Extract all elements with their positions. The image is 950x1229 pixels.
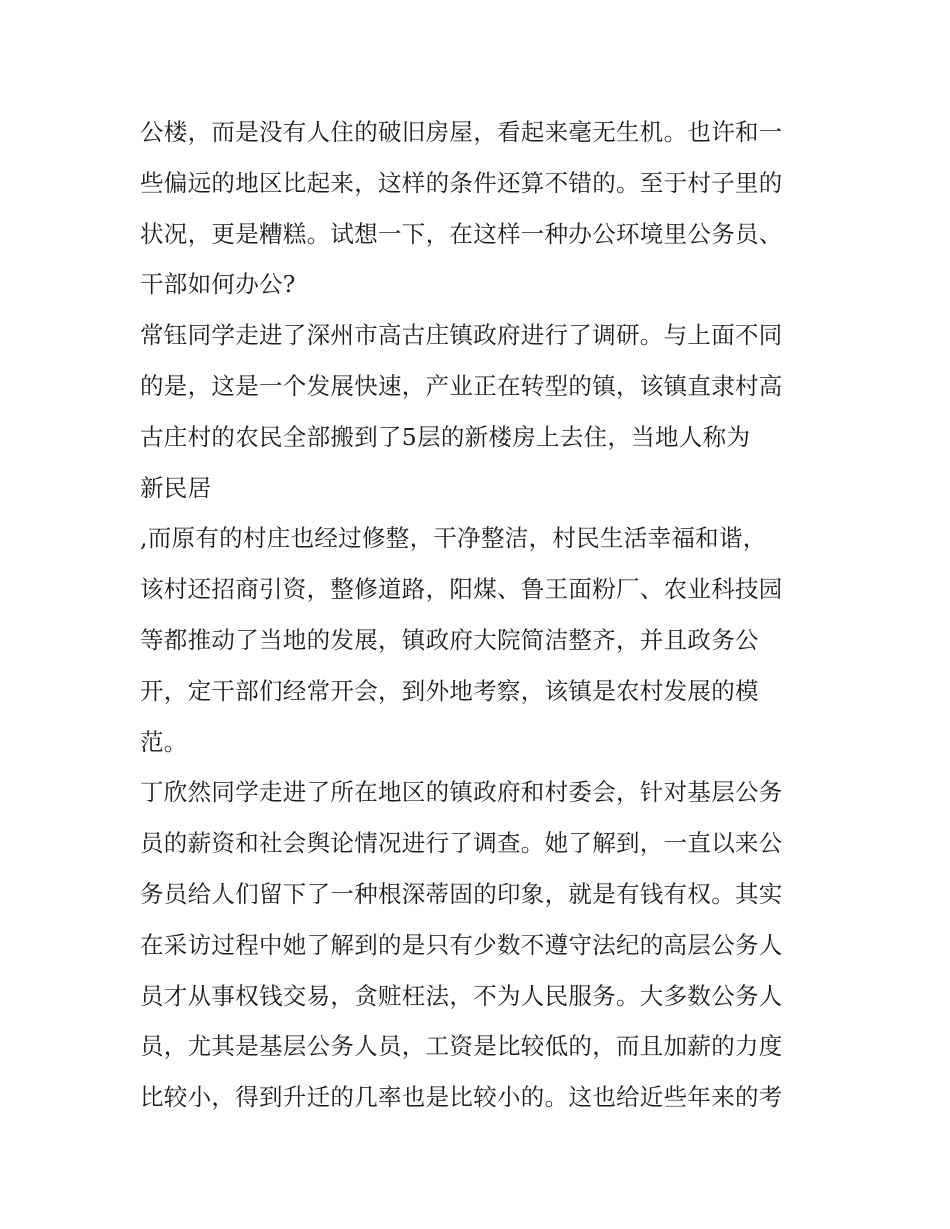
text-line: 该村还招商引资，整修道路，阳煤、鲁王面粉厂、农业科技园: [140, 575, 783, 604]
text-line: 些偏远的地区比起来，这样的条件还算不错的。至于村子里的: [140, 168, 783, 197]
text-line: 比较小，得到升迁的几率也是比较小的。这也给近些年来的考: [140, 1083, 783, 1112]
document-body: [140, 107, 820, 1123]
text-line: 员，尤其是基层公务人员，工资是比较低的，而且加薪的力度: [140, 1032, 783, 1061]
text-line: 公楼，而是没有人住的破旧房屋，看起来毫无生机。也许和一: [140, 118, 783, 146]
text-line: 常钰同学走进了深州市高古庄镇政府进行了调研。与上面不同: [140, 321, 783, 350]
text-line: 干部如何办公?: [140, 270, 296, 299]
text-line: 等都推动了当地的发展，镇政府大院简洁整齐，并且政务公: [140, 625, 759, 654]
text-line: ,而原有的村庄也经过修整，干净整洁，村民生活幸福和谐，: [140, 524, 767, 553]
text-line: 古庄村的农民全部搬到了5层的新楼房上去住，当地人称为: [140, 422, 751, 451]
text-line: 的是，这是一个发展快速，产业正在转型的镇，该镇直隶村高: [140, 371, 783, 400]
text-line: 员才从事权钱交易，贪赃枉法，不为人民服务。大多数公务人: [140, 981, 783, 1010]
text-line: 范。: [140, 727, 188, 756]
text-line: 状况，更是糟糕。试想一下，在这样一种办公环境里公务员、: [140, 219, 783, 248]
text-line: 在采访过程中她了解到的是只有少数不遵守法纪的高层公务人: [140, 930, 783, 959]
text-line: 员的薪资和社会舆论情况进行了调查。她了解到，一直以来公: [140, 829, 783, 858]
text-line: 开，定干部们经常开会，到外地考察，该镇是农村发展的模: [140, 676, 759, 705]
text-line: 丁欣然同学走进了所在地区的镇政府和村委会，针对基层公务: [140, 778, 783, 807]
text-line: 新民居: [140, 473, 212, 502]
text-line: 务员给人们留下了一种根深蒂固的印象，就是有钱有权。其实: [140, 879, 783, 908]
